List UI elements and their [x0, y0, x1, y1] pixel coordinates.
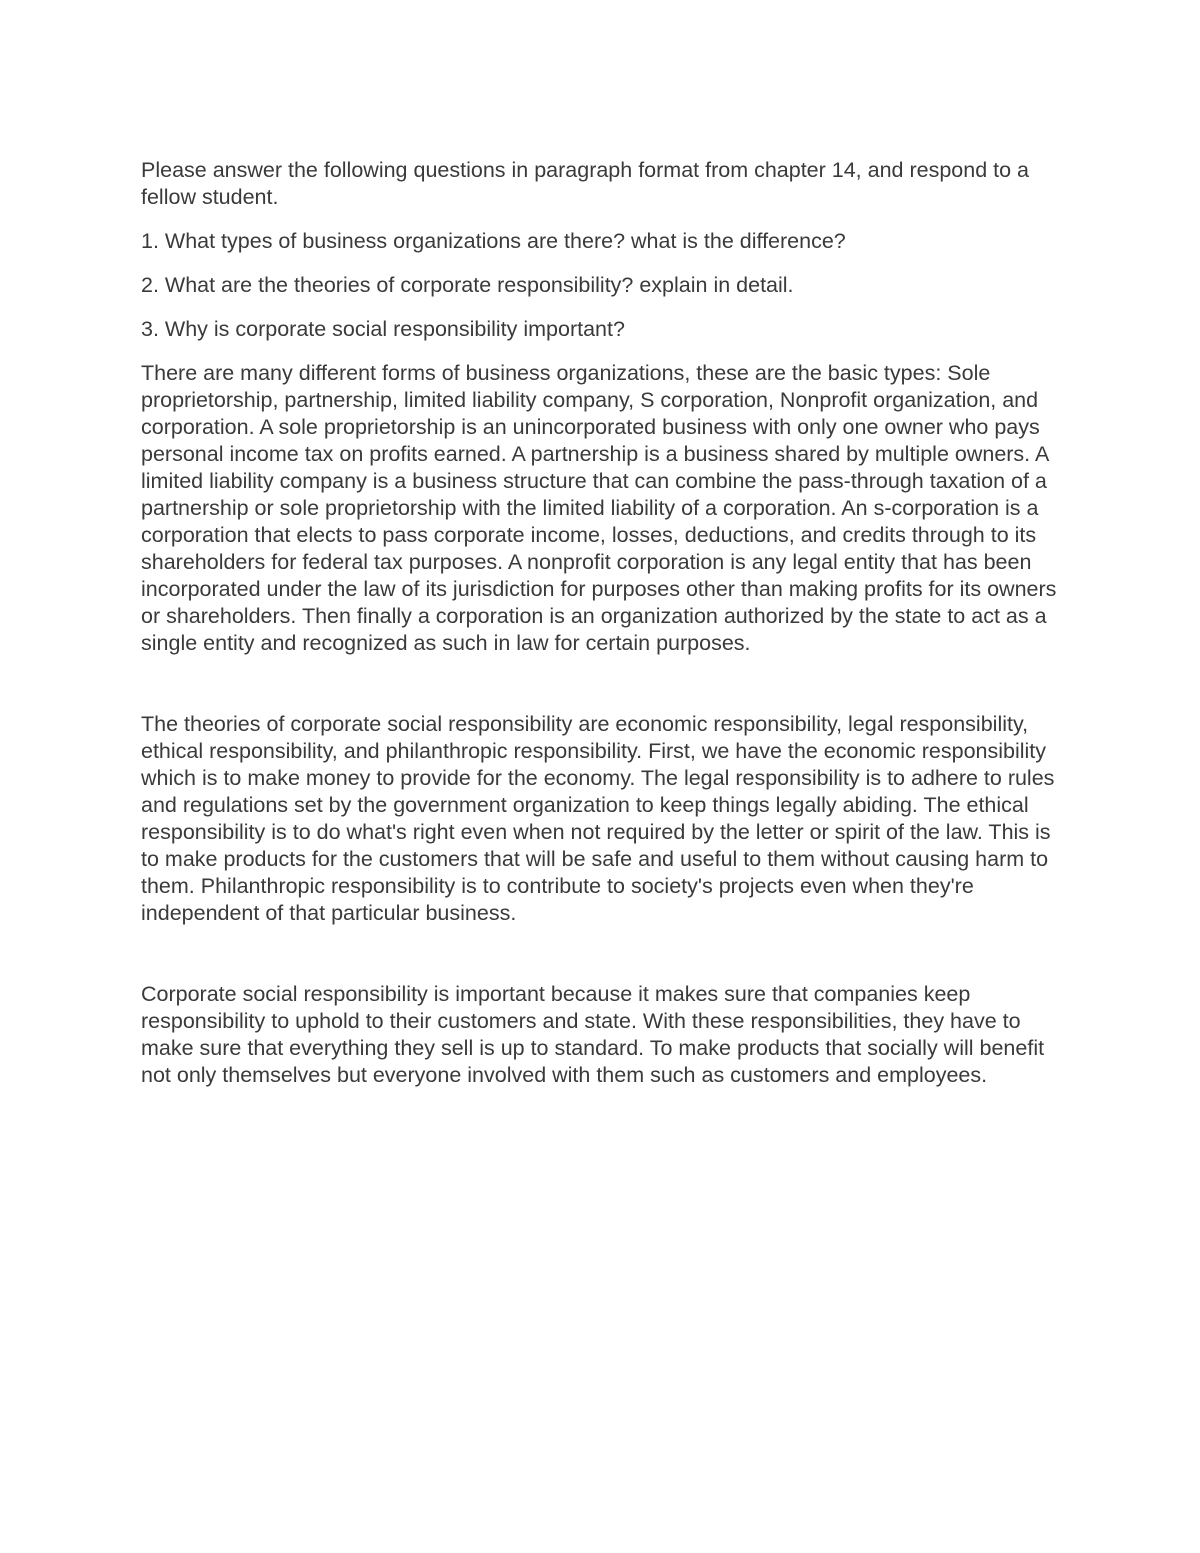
document-body [141, 157, 1063, 1089]
question-3: 3. Why is corporate social responsibility important? [141, 317, 625, 341]
answer-paragraph-1: There are many different forms of business organizations, these are the basic types: Sole proprietorship, partnership, limited liability company, S corporation, Nonprofit organization, and corporation. A sole proprietorship is an unincorporated business with only one owner who pays personal income tax on profits earned. A partnership is a business shared by multiple owners. A limited liability company is a business structure that can combine the pass-through taxation of a partnership or sole proprietorship with the limited liability of a corporation. An s-corporation is a corporation that elects to pass corporate income, losses, deductions, and credits through to its shareholders for federal tax purposes. A nonprofit corporation is any legal entity that has been incorporated under the law of its jurisdiction for purposes other than making profits for its owners or shareholders. Then finally a corporation is an organization authorized by the state to act as a single entity and recognized as such in law for certain purposes. [141, 361, 1057, 655]
answer-paragraph-2: The theories of corporate social responsibility are economic responsibility, legal responsibility, ethical responsibility, and philanthropic responsibility. First, we have the economic responsibility which is to make money to provide for the economy. The legal responsibility is to adhere to rules and regulations set by the government organization to keep things legally abiding. The ethical responsibility is to do what's right even when not required by the letter or spirit of the law. This is to make products for the customers that will be safe and useful to them without causing harm to them. Philanthropic responsibility is to contribute to society's projects even when they're independent of that particular business. [141, 712, 1055, 925]
answer-paragraph-3: Corporate social responsibility is important because it makes sure that companies keep responsibility to uphold to their customers and state. With these responsibilities, they have to make sure that everything they sell is up to standard. To make products that socially will benefit not only themselves but everyone involved with them such as customers and employees. [141, 982, 1045, 1087]
assignment-prompt: Please answer the following questions in paragraph format from chapter 14, and respond to a fellow student. [141, 158, 1029, 209]
question-2: 2. What are the theories of corporate responsibility? explain in detail. [141, 273, 794, 297]
question-1: 1. What types of business organizations are there? what is the difference? [141, 229, 846, 253]
